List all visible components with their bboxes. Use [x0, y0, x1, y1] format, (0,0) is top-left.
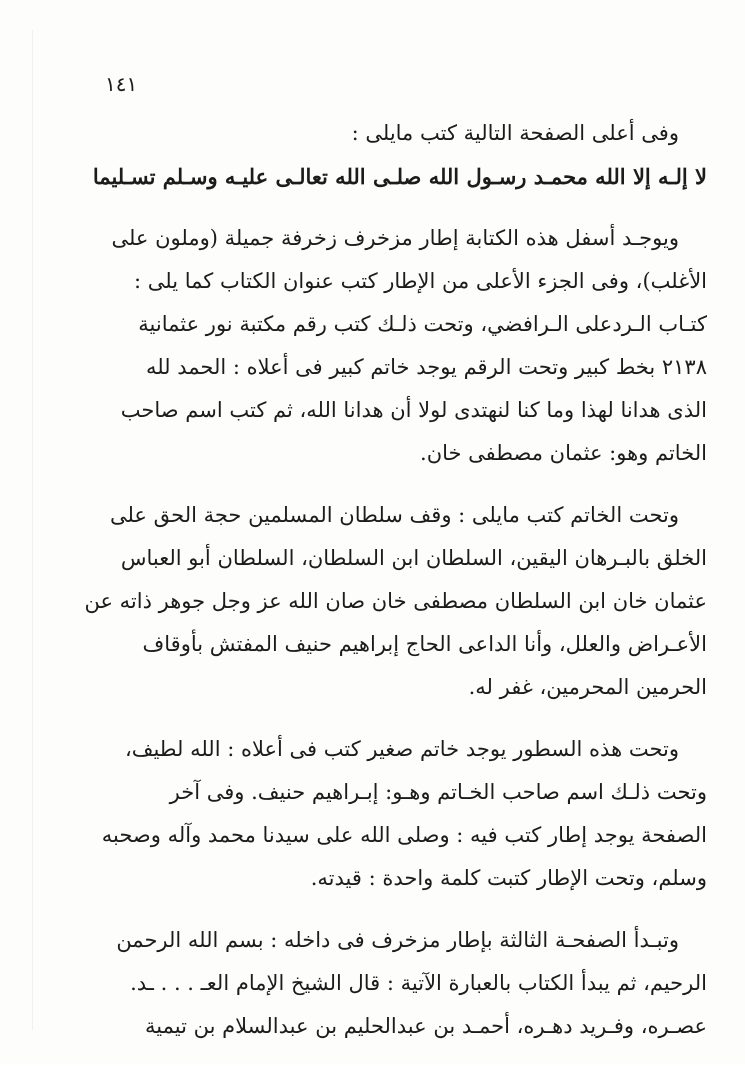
- text-line: الأعـراض والعلل، وأنا الداعى الحاج إبراهيم حنيف المفتش بأوقاف: [142, 632, 707, 656]
- text-line: وتحت ذلـك اسم صاحب الخـاتم وهـو: إبـراهيم حنيف. وفى آخر: [169, 780, 707, 804]
- paragraph-4: [67, 728, 707, 900]
- text-line: ويوجـد أسفل هذه الكتابة إطار مزخرف زخرفة جميلة (وملون على: [111, 226, 679, 250]
- text-line: عصـره، وفـريد دهـره، أحمـد بن عبدالحليم بن عبدالسلام بن تيمية: [145, 1014, 707, 1038]
- body-text: [67, 112, 707, 1067]
- text-line: الذى هدانا لهذا وما كنا لنهتدى لولا أن هدانا الله، ثم كتب اسم صاحب: [120, 398, 707, 422]
- text-line: وفى أعلى الصفحة التالية كتب مايلى :: [351, 121, 679, 145]
- paragraph-3: [67, 494, 707, 709]
- text-line: وتبـدأ الصفحـة الثالثة بإطار مزخرف فى داخله : بسم الله الرحمن: [116, 928, 679, 952]
- text-line: الخلق بالبـرهان اليقين، السلطان ابن السلطان، السلطان أبو العباس: [120, 546, 707, 570]
- text-line-shahada: لا إلـه إلا الله محمـد رسـول الله صلـى الله تعالـى عليـه وسـلم تسـليما: [92, 164, 707, 189]
- text-line: الخاتم وهو: عثمان مصطفى خان.: [420, 441, 707, 465]
- text-line: عثمان خان ابن السلطان مصطفى خان صان الله عز وجل جوهر ذاته عن: [84, 589, 707, 613]
- page-gutter-shadow: [32, 30, 33, 1030]
- text-line: الرحيم، ثم يبدأ الكتاب بالعبارة الآتية : قال الشيخ الإمام العـ . . . ـد.: [130, 971, 707, 995]
- text-line: كتـاب الـردعلى الـرافضي، وتحت ذلـك كتب رقم مكتبة نور عثمانية: [138, 312, 707, 336]
- text-line: وسلم، وتحت الإطار كتبت كلمة واحدة : قيدته.: [310, 866, 707, 890]
- text-line: الصفحة يوجد إطار كتب فيه : وصلى الله على سيدنا محمد وآله وصحبه: [101, 823, 707, 847]
- paragraph-5: [67, 919, 707, 1048]
- text-line: وتحت هذه السطور يوجد خاتم صغير كتب فى أعلاه : الله لطيف،: [124, 737, 679, 761]
- page-number: ١٤١: [105, 72, 138, 96]
- text-line: ٢١٣٨ بخط كبير وتحت الرقم يوجد خاتم كبير فى أعلاه : الحمد لله: [145, 355, 707, 379]
- paragraph-1: [67, 112, 707, 198]
- text-line: الأغلب)، وفى الجزء الأعلى من الإطار كتب عنوان الكتاب كما يلى :: [134, 269, 707, 293]
- paragraph-2: [67, 217, 707, 475]
- text-line: الحرمين المحرمين، غفر له.: [468, 675, 707, 699]
- text-line: وتحت الخاتم كتب مايلى : وقف سلطان المسلمين حجة الحق على: [109, 503, 679, 527]
